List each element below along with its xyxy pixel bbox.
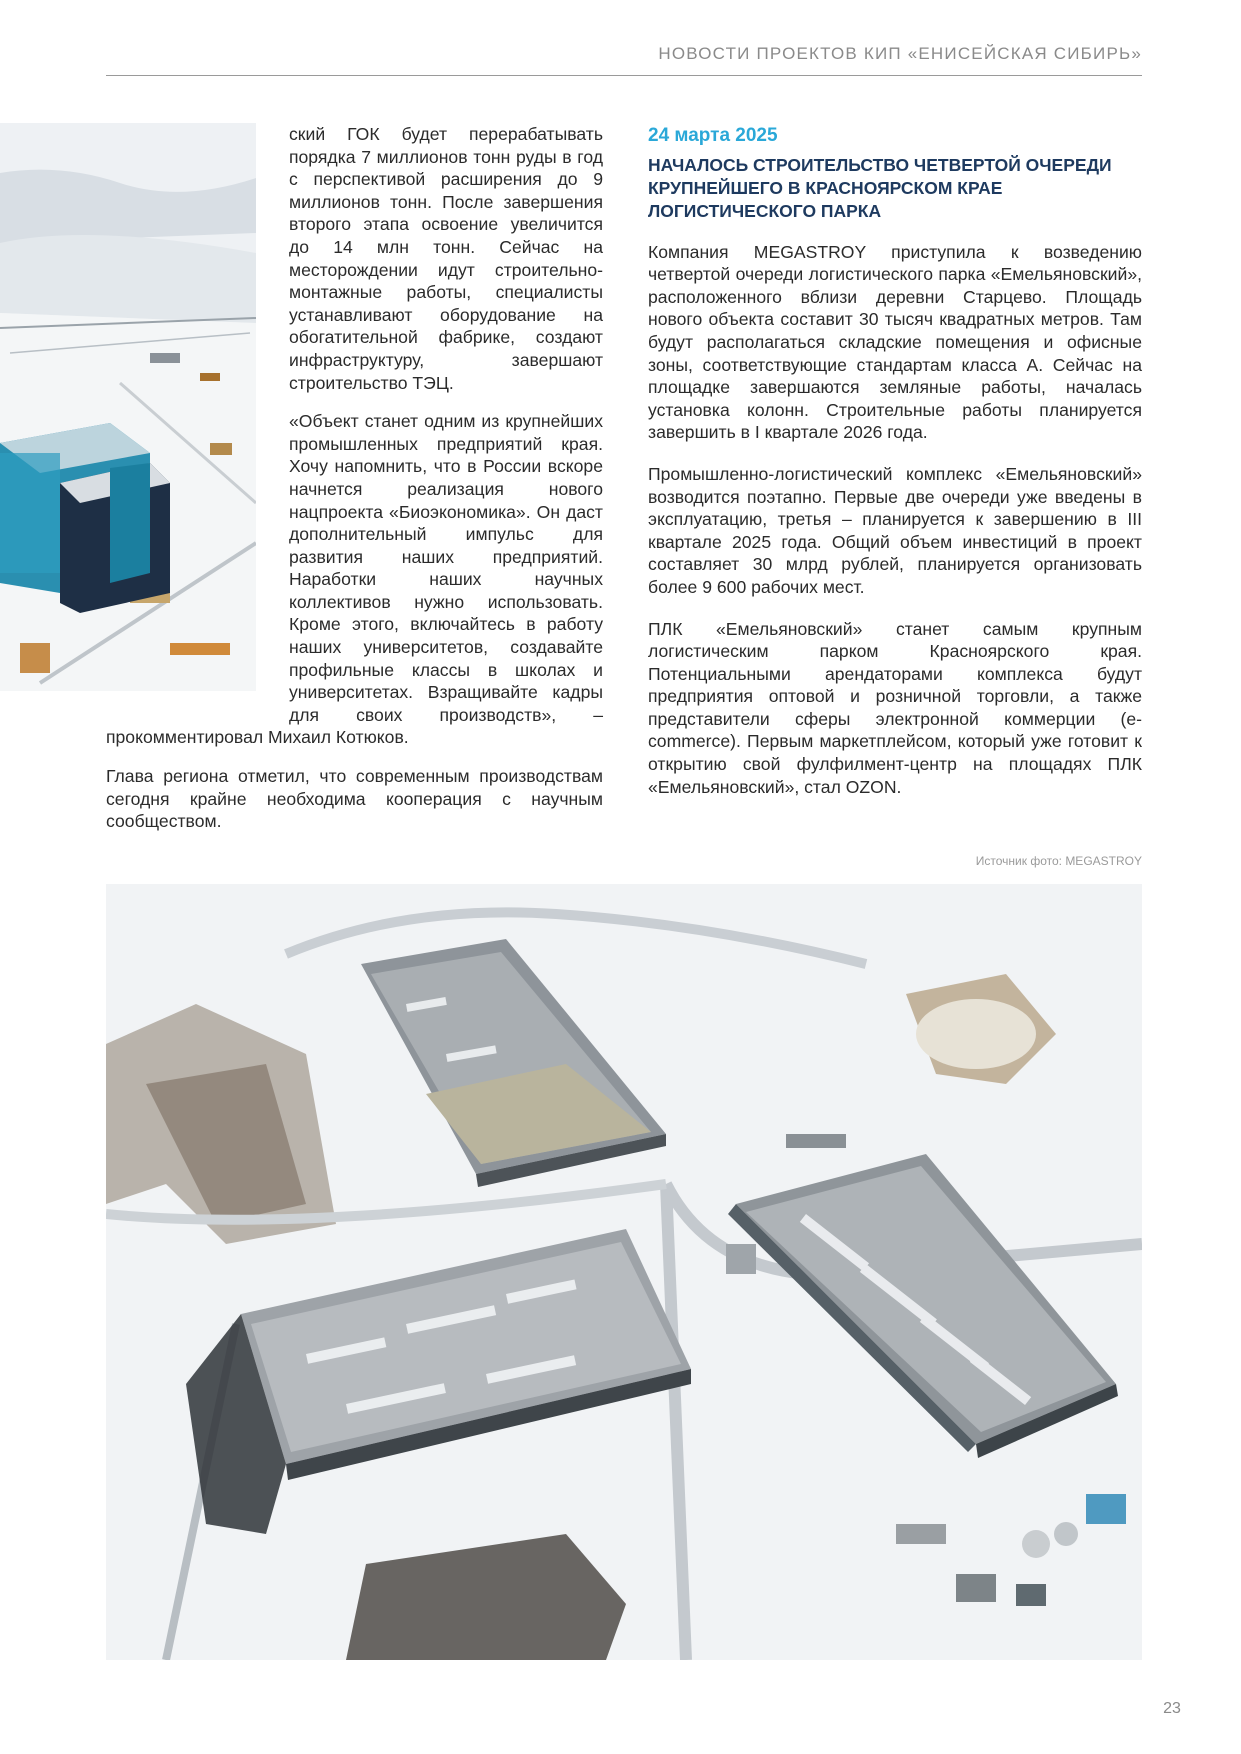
logistics-park-illustration bbox=[106, 884, 1142, 1660]
header-divider bbox=[106, 75, 1142, 76]
running-header: НОВОСТИ ПРОЕКТОВ КИП «ЕНИСЕЙСКАЯ СИБИРЬ» bbox=[658, 44, 1142, 63]
article-column bbox=[648, 123, 1142, 817]
logistics-park-photo bbox=[106, 884, 1142, 1660]
article-paragraph-3: ПЛК «Емельяновский» станет самым крупным логистическим парком Красноярского края. Потенциальными арендаторами комплекса будут предприятия оптовой и розничной торговли, а также представители сферы электронной коммерции (e-commerce). Первым маркетплейсом, который уже готовит к открытию свой фулфилмент-центр на площадях ПЛК «Емельяновский», стал OZON. bbox=[648, 618, 1142, 797]
left-paragraph-1: ский ГОК будет перерабатывать порядка 7 миллионов тонн руды в год с перспективой расширения до 9 миллионов тонн. После завершения второго этапа освоение увеличится до 14 млн тонн. Сейчас на месторождении идут строительно-монтажные работы, специалисты устанавливают оборудование на обогатительной фабрике, создают инфраструктуру, завершают строительство ТЭЦ. bbox=[289, 124, 603, 393]
article-headline: НАЧАЛОСЬ СТРОИТЕЛЬСТВО ЧЕТВЕРТОЙ ОЧЕРЕДИ КРУПНЕЙШЕГО В КРАСНОЯРСКОМ КРАЕ ЛОГИСТИЧЕСКОГО ПАРКА bbox=[648, 154, 1112, 221]
left-paragraph-3: Глава региона отметил, что современным производствам сегодня крайне необходима кооперация с научным сообществом. bbox=[106, 766, 603, 832]
article-paragraph-1: Компания MEGASTROY приступила к возведению четвертой очереди логистического парка «Емельяновский», расположенного вблизи деревни Старцево. Площадь нового объекта составит 30 тысяч квадратных метров. Там будут располагаться складские помещения и офисные зоны, соответствующие стандартам класса А. Сейчас на площадке завершаются земляные работы, началась установка колонн. Строительные работы планируется завершить в I квартале 2026 года. bbox=[648, 241, 1142, 443]
photo-wrap-spacer bbox=[106, 123, 289, 723]
left-column-text bbox=[106, 123, 603, 849]
photo-credit: Источник фото: MEGASTROY bbox=[975, 854, 1142, 868]
article-paragraph-2: Промышленно-логистический комплекс «Емельяновский» возводится поэтапно. Первые две очереди уже введены в эксплуатацию, третья – планируется к завершению в III квартале 2025 года. Общий объем инвестиций в проект составляет 30 млрд рублей, планируется организовать более 9 600 рабочих мест. bbox=[648, 463, 1142, 597]
article-date: 24 марта 2025 bbox=[648, 125, 778, 146]
page-number: 23 bbox=[1163, 1700, 1181, 1717]
left-paragraph-2: «Объект станет одним из крупнейших промышленных предприятий края. Хочу напомнить, что в России вскоре начнется реализация нового нацпроекта «Биоэкономика». Он даст дополнительный импульс для развития наших предприятий. Наработки наших научных коллективов нужно использовать. Кроме этого, включайтесь в работу наших университетов, создавайте профильные классы в школах и университетах. Взращивайте кадры для своих производств», – прокомментировал Михаил Котюков. bbox=[106, 411, 603, 748]
